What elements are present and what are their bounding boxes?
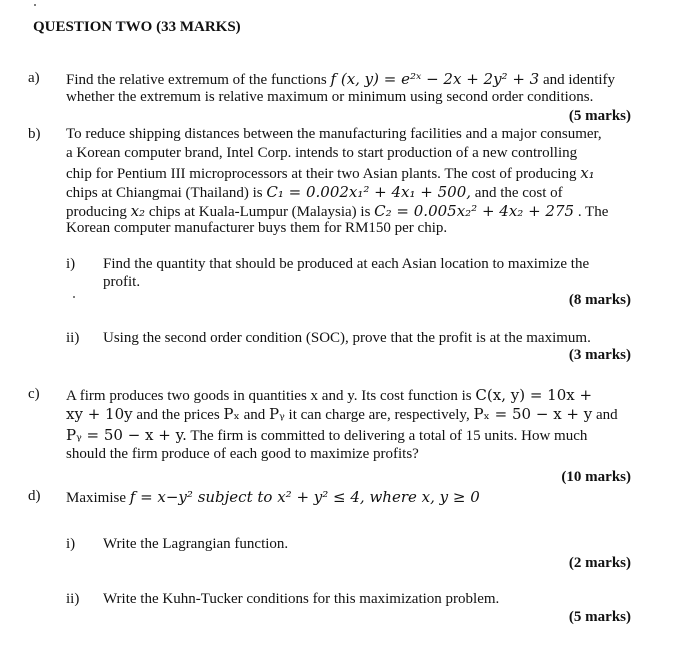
part-d-i-text: Write the Lagrangian function. xyxy=(103,536,289,552)
part-c-line-4: should the firm produce of each good to maximize profits? xyxy=(66,446,419,462)
part-d-line-1: Maximise f = x−y² subject to x² + y² ≤ 4, where x, y ≥ 0 xyxy=(66,488,480,506)
part-b-line-6: Korean computer manufacturer buys them for RM150 per chip. xyxy=(66,220,448,236)
cost-function-cxy: C(x, y) = 10x + xyxy=(475,386,593,404)
part-d-ii-marks: (5 marks) xyxy=(568,609,631,625)
part-d-label: d) xyxy=(28,488,41,504)
part-c-label: c) xyxy=(28,386,40,402)
question-title: QUESTION TWO (33 MARKS) xyxy=(33,19,241,35)
cost-function-c2: C₂ = 0.005x₂² + 4x₂ + 275 xyxy=(374,202,575,220)
part-a-line-1: Find the relative extremum of the functions f (x, y) = e²ˣ − 2x + 2y² + 3 and identify xyxy=(66,70,616,88)
part-b-ii-label: ii) xyxy=(66,330,80,346)
part-b-line-1: To reduce shipping distances between the manufacturing facilities and a major consumer, xyxy=(66,126,602,142)
part-b-line-2: a Korean computer brand, Intel Corp. intends to start production of a new controlling xyxy=(66,145,578,161)
part-c-line-2: xy + 10y and the prices Pₓ and Pᵧ it can charge are, respectively, Pₓ = 50 − x + y and xyxy=(66,405,618,423)
part-c-line-1: A firm produces two goods in quantities x and y. Its cost function is C(x, y) = 10x + xyxy=(66,386,593,404)
part-b-line-4: chips at Chiangmai (Thailand) is C₁ = 0.002x₁² + 4x₁ + 500, and the cost of xyxy=(66,183,563,201)
part-b-line-5: producing x₂ chips at Kuala-Lumpur (Malaysia) is C₂ = 0.005x₂² + 4x₂ + 275 . The xyxy=(66,202,609,220)
scan-dot xyxy=(34,4,36,6)
part-a-label: a) xyxy=(28,70,40,86)
part-d-ii-label: ii) xyxy=(66,591,80,607)
part-c-marks: (10 marks) xyxy=(561,469,631,485)
part-a-function: f (x, y) = e²ˣ − 2x + 2y² + 3 xyxy=(330,70,540,88)
part-b-ii-marks: (3 marks) xyxy=(568,347,631,363)
part-c-line-3: Pᵧ = 50 − x + y. The firm is committed to delivering a total of 15 units. How much xyxy=(66,426,588,444)
part-b-line-3: chip for Pentium III microprocessors at their two Asian plants. The cost of producing x₁ xyxy=(66,164,595,182)
cost-function-c1: C₁ = 0.002x₁² + 4x₁ + 500, xyxy=(266,183,472,201)
part-d-i-label: i) xyxy=(66,536,76,552)
part-b-i-marks: (8 marks) xyxy=(568,292,631,308)
part-b-ii-line-1: Using the second order condition (SOC), prove that the profit is at the maximum. xyxy=(103,330,591,346)
part-d-ii-text: Write the Kuhn-Tucker conditions for this maximization problem. xyxy=(103,591,500,607)
part-b-i-line-1: Find the quantity that should be produced at each Asian location to maximize the xyxy=(103,256,590,272)
objective-function: f = x−y² subject to x² + y² ≤ 4, where x, y ≥ 0 xyxy=(129,488,480,506)
part-a-line-2: whether the extremum is relative maximum or minimum using second order conditions. xyxy=(66,89,594,105)
part-a-marks: (5 marks) xyxy=(568,108,631,124)
part-b-label: b) xyxy=(28,126,41,142)
part-b-i-line-2: profit. xyxy=(103,274,141,290)
scan-dot xyxy=(73,296,75,298)
part-b-i-label: i) xyxy=(66,256,76,272)
part-d-i-marks: (2 marks) xyxy=(568,555,631,571)
